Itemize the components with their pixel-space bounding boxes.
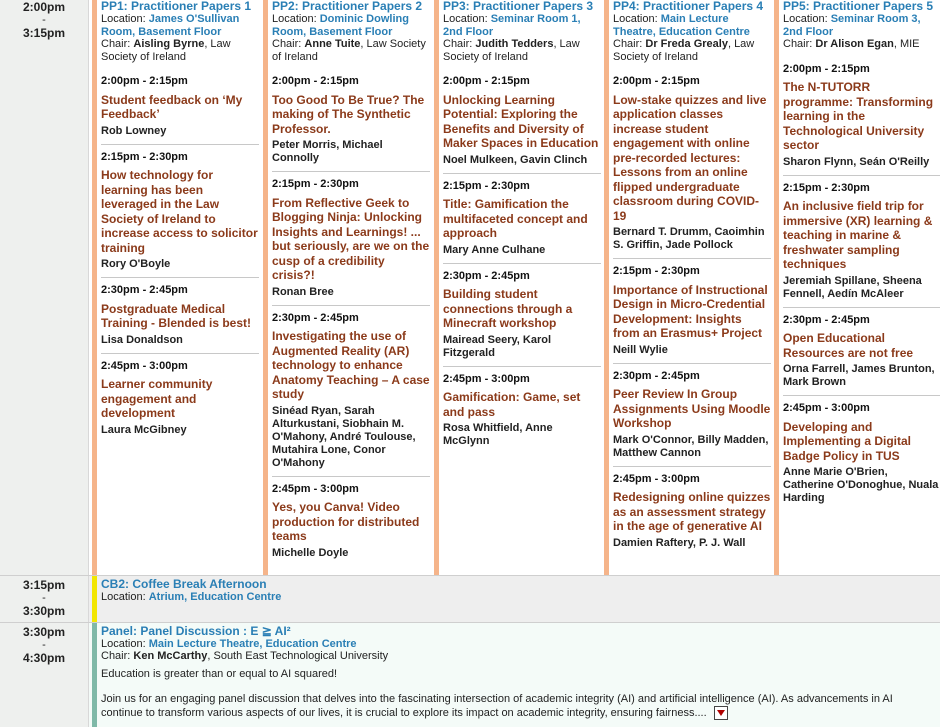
paper-title-link[interactable]: An inclusive field trip for immersive (XR) learning & teaching in marine & freshwater sampling techniques (783, 199, 933, 271)
session-chair-org: , MIE (893, 38, 920, 50)
panel-details (101, 625, 932, 727)
panel-location-link[interactable]: Main Lecture Theatre, Education Centre (148, 637, 357, 650)
paper-title-link[interactable]: Low-stake quizzes and live application classes increase student engagement with online pre-recorded lectures: Lessons from an online flipped undergraduate classroom during COVID-19 (613, 92, 767, 223)
paper-time: 2:15pm - 2:30pm (613, 265, 700, 277)
paper-item (101, 277, 259, 353)
session-title[interactable]: PP5: Practitioner Papers 5 (783, 0, 934, 13)
break-start-time: 3:15pm (22, 578, 66, 592)
paper-time: 2:30pm - 2:45pm (443, 269, 530, 282)
session-column (783, 0, 940, 575)
paper-authors: Neill Wylie (613, 343, 668, 356)
session-title[interactable]: PP1: Practitioner Papers 1 (101, 0, 252, 13)
paper-authors: Rory O'Boyle (101, 258, 171, 270)
paper-title-link[interactable]: Unlocking Learning Potential: Exploring the Benefits and Diversity of Maker Spaces in Education (443, 92, 599, 150)
paper-item (783, 175, 940, 307)
paper-time: 2:15pm - 2:30pm (101, 150, 188, 163)
session-chair-name: Judith Tedders (475, 38, 554, 50)
paper-list (101, 69, 259, 443)
paper-authors: Bernard T. Drumm, Caoimhin S. Griffin, Jade Pollock (613, 226, 765, 251)
session-column (613, 0, 771, 575)
panel-color-bar (92, 623, 97, 727)
paper-time: 2:00pm - 2:15pm (613, 75, 700, 87)
coffee-break-row (0, 576, 940, 622)
panel-title[interactable]: Panel: Panel Discussion : E ≧ AI² (101, 625, 291, 638)
paper-item (783, 307, 940, 396)
panel-start-time: 3:30pm (22, 625, 66, 639)
session-column (101, 0, 259, 575)
paper-item (272, 69, 430, 171)
paper-title-link[interactable]: Redesigning online quizzes as an assessment strategy in the age of generative AI (613, 490, 771, 533)
break-color-bar (92, 576, 97, 622)
paper-authors: Lisa Donaldson (101, 333, 183, 346)
session-column (443, 0, 601, 575)
time-separator: - (42, 14, 46, 26)
break-location-link[interactable]: Atrium, Education Centre (148, 590, 282, 603)
paper-list (272, 69, 430, 566)
panel-tagline: Education is greater than or equal to AI squared! (101, 667, 338, 680)
paper-item (613, 258, 771, 363)
paper-item (783, 57, 940, 175)
paper-authors: Peter Morris, Michael Connolly (272, 139, 383, 164)
paper-authors: Rob Lowney (101, 124, 167, 137)
paper-authors: Noel Mulkeen, Gavin Clinch (443, 153, 588, 166)
paper-title-link[interactable]: Building student connections through a Minecraft workshop (443, 287, 573, 330)
paper-title-link[interactable]: Yes, you Canva! Video production for distributed teams (272, 500, 420, 543)
session-color-bar (434, 0, 439, 575)
paper-title-link[interactable]: From Reflective Geek to Blogging Ninja: Unlocking Insights and Learnings! ... but seriously, are we on the cusp of a credibility crisis?! (272, 195, 430, 282)
paper-list (613, 69, 771, 556)
paper-time: 2:45pm - 3:00pm (443, 372, 530, 385)
paper-title-link[interactable]: Learner community engagement and development (101, 377, 213, 420)
session-chair-org: , Law Society of Ireland (613, 38, 755, 63)
chair-label: Chair: (272, 38, 302, 50)
paper-item (443, 366, 601, 455)
paper-title-link[interactable]: Open Educational Resources are not free (783, 331, 914, 360)
paper-item (272, 305, 430, 476)
paper-time: 2:15pm - 2:30pm (443, 179, 530, 192)
paper-time: 2:00pm - 2:15pm (783, 62, 870, 75)
break-details (101, 578, 936, 622)
paper-title-link[interactable]: Student feedback on ‘My Feedback’ (101, 92, 243, 121)
session-location-link[interactable]: Main Lecture Theatre, Education Centre (613, 13, 750, 38)
chair-label: Chair: (443, 38, 473, 50)
paper-title-link[interactable]: Investigating the use of Augmented Reality (AR) technology to enhance Anatomy Teaching – A case study (272, 329, 430, 401)
session-color-bar (774, 0, 779, 575)
paper-authors: Ronan Bree (272, 285, 334, 298)
paper-list (783, 57, 940, 512)
chair-label: Chair: (101, 650, 131, 662)
paper-time: 2:45pm - 3:00pm (783, 402, 870, 414)
time-separator: - (42, 592, 46, 604)
paper-title-link[interactable]: Importance of Instructional Design in Micro-Credential Development: Insights from an Erasmus+ Project (613, 282, 768, 340)
paper-title-link[interactable]: How technology for learning has been leveraged in the Law Society of Ireland to increase access to solicitor training (101, 168, 258, 255)
location-label: Location: (101, 13, 146, 25)
panel-chair-name: Ken McCarthy (133, 650, 208, 662)
paper-item (613, 466, 771, 556)
slot-start-time: 2:00pm (22, 0, 66, 14)
paper-title-link[interactable]: Developing and Implementing a Digital Badge Policy in TUS (783, 419, 912, 463)
paper-time: 2:30pm - 2:45pm (783, 313, 870, 326)
session-location-link[interactable]: Dominic Dowling Room, Basement Floor (272, 13, 409, 38)
paper-list (443, 69, 601, 454)
location-label: Location: (272, 13, 317, 25)
paper-authors: Michelle Doyle (272, 546, 349, 559)
chair-label: Chair: (783, 38, 813, 50)
chair-label: Chair: (101, 38, 131, 50)
paper-authors: Mary Anne Culhane (443, 243, 546, 256)
paper-item (272, 476, 430, 566)
location-label: Location: (443, 13, 488, 25)
session-color-bar (263, 0, 268, 575)
slot-end-time: 3:15pm (22, 26, 66, 40)
paper-authors: Laura McGibney (101, 423, 187, 436)
paper-time: 2:30pm - 2:45pm (613, 369, 700, 382)
session-column (272, 0, 430, 575)
session-chair-org: , Law Society of Ireland (443, 38, 580, 63)
paper-authors: Rosa Whitfield, Anne McGlynn (443, 422, 553, 447)
paper-title-link[interactable]: Gamification: Game, set and pass (443, 390, 581, 419)
session-chair-name: Aisling Byrne (133, 38, 205, 50)
paper-time: 2:15pm - 2:30pm (783, 181, 870, 194)
paper-item (272, 171, 430, 305)
paper-item (101, 144, 259, 278)
location-label: Location: (101, 637, 146, 650)
session-title[interactable]: PP2: Practitioner Papers 2 (272, 0, 423, 13)
time-separator: - (42, 639, 46, 651)
session-chair-name: Dr Freda Grealy (645, 38, 728, 50)
session-chair-name: Dr Alison Egan (815, 38, 894, 50)
location-label: Location: (613, 13, 658, 25)
paper-authors: Damien Raftery, P. J. Wall (613, 536, 746, 549)
paper-time: 2:00pm - 2:15pm (272, 75, 359, 87)
paper-time: 2:00pm - 2:15pm (443, 75, 530, 87)
paper-authors: Mark O'Connor, Billy Madden, Matthew Cannon (613, 433, 769, 459)
session-color-bar (92, 0, 97, 575)
paper-item (613, 363, 771, 466)
session-location-link[interactable]: Seminar Room 3, 2nd Floor (783, 13, 921, 38)
location-label: Location: (101, 590, 146, 603)
session-title[interactable]: PP3: Practitioner Papers 3 (443, 0, 594, 13)
paper-authors: Orna Farrell, James Brunton, Mark Brown (783, 363, 935, 388)
time-column-break (0, 576, 89, 622)
break-end-time: 3:30pm (22, 604, 66, 618)
panel-end-time: 4:30pm (22, 651, 66, 665)
paper-title-link[interactable]: The N-TUTORR programme: Transforming learning in the Technological University sector (783, 80, 934, 152)
session-chair-org: , Law Society of Ireland (272, 38, 426, 63)
paper-item (443, 173, 601, 263)
time-column-panel (0, 623, 89, 727)
paper-item (101, 353, 259, 443)
session-chair-org: , Law Society of Ireland (101, 38, 231, 63)
paper-item (101, 69, 259, 144)
paper-time: 2:30pm - 2:45pm (101, 284, 188, 296)
paper-authors: Mairead Seery, Karol Fitzgerald (443, 333, 552, 359)
paper-time: 2:45pm - 3:00pm (272, 482, 359, 495)
paper-item (783, 395, 940, 511)
location-label: Location: (783, 13, 828, 25)
session-chair-name: Anne Tuite (304, 38, 361, 50)
session-location-link[interactable]: Seminar Room 1, 2nd Floor (443, 13, 581, 38)
panel-row (0, 623, 940, 727)
session-location-link[interactable]: James O'Sullivan Room, Basement Floor (101, 13, 240, 38)
paper-item (443, 263, 601, 366)
paper-time: 2:15pm - 2:30pm (272, 178, 359, 190)
paper-authors: Sinéad Ryan, Sarah Alturkustani, Siobhain M. O'Mahony, André Toulouse, Mutahira Lone, Conor O'Mahony (272, 404, 416, 469)
paper-time: 2:30pm - 2:45pm (272, 311, 359, 324)
paper-title-link[interactable]: Too Good To Be True? The making of The Synthetic Professor. (272, 92, 425, 136)
expand-more-icon[interactable] (714, 706, 728, 720)
paper-authors: Anne Marie O'Brien, Catherine O'Donoghue, Nuala Harding (783, 466, 939, 504)
paper-title-link[interactable]: Postgraduate Medical Training - Blended is best! (101, 301, 252, 330)
paper-time: 2:45pm - 3:00pm (101, 359, 188, 372)
paper-time: 2:45pm - 3:00pm (613, 472, 700, 485)
paper-authors: Jeremiah Spillane, Sheena Fennell, Aedín McAleer (783, 274, 922, 300)
paper-item (613, 69, 771, 258)
paper-item (443, 69, 601, 173)
session-color-bar (604, 0, 609, 575)
panel-chair-org: , South East Technological University (207, 650, 389, 662)
paper-title-link[interactable]: Peer Review In Group Assignments Using Moodle Workshop (613, 387, 771, 430)
session-title[interactable]: PP4: Practitioner Papers 4 (613, 0, 764, 13)
chair-label: Chair: (613, 38, 643, 50)
time-column-slot1 (0, 0, 89, 575)
panel-description: Join us for an engaging panel discussion that delves into the fascinating intersection of academic integrity (AI) and artificial intelligence (AI). As advancements in AI continue to transform various aspects of our lives, it is crucial to explore its impact on academic integrity, ensuring fairness.... (101, 692, 893, 719)
paper-time: 2:00pm - 2:15pm (101, 75, 188, 87)
paper-authors: Sharon Flynn, Seán O'Reilly (783, 155, 930, 168)
break-title[interactable]: CB2: Coffee Break Afternoon (101, 578, 267, 591)
paper-title-link[interactable]: Title: Gamification the multifaceted concept and approach (443, 197, 588, 240)
